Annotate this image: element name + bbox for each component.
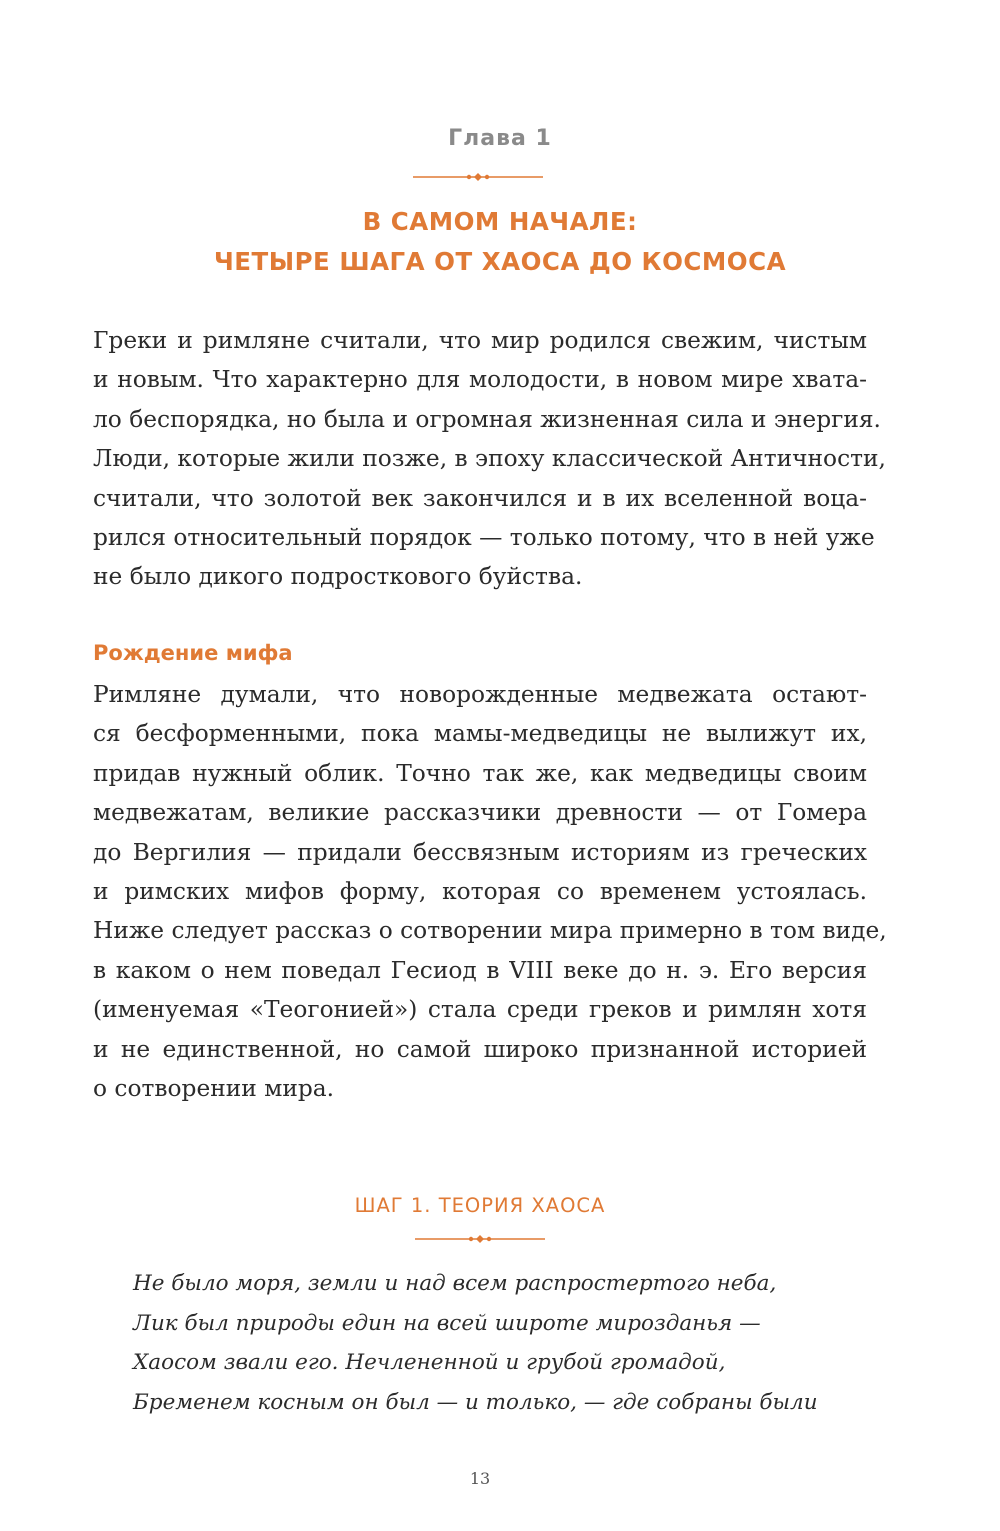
chapter-label: Глава 1 [448, 126, 552, 151]
section-line: в каком о нем поведал Гесиод в VIII веке до н. э. Его версия [93, 956, 867, 984]
poem-line: Не было моря, земли и над всем распростертого неба, [133, 1271, 777, 1296]
section-line: (именуемая «Теогонией») стала среди греков и римлян хотя [93, 996, 867, 1024]
step-heading: ШАГ 1. ТЕОРИЯ ХАОСА [354, 1194, 606, 1217]
intro-line: рился относительный порядок — только потому, что в ней уже [93, 523, 875, 551]
section-line: и римских мифов форму, которая со временем устоялась. [93, 877, 867, 905]
intro-line: не было дикого подросткового буйства. [93, 563, 583, 591]
poem-line: Хаосом звали его. Нечлененной и грубой громадой, [133, 1350, 726, 1376]
intro-paragraph [93, 321, 886, 597]
chapter-title-line-2: ЧЕТЫРЕ ШАГА ОТ ХАОСА ДО КОСМОСА [213, 247, 787, 276]
section-line: придав нужный облик. Точно так же, как медведицы своим [93, 759, 867, 787]
section-line: о сотворении мира. [93, 1074, 335, 1102]
intro-line: и новым. Что характерно для молодости, в новом мире хвата- [93, 366, 867, 394]
section-line: до Вергилия — придали бессвязным историям из греческих [93, 838, 867, 866]
intro-line: ло беспорядка, но была и огромная жизненная сила и энергия. [93, 405, 881, 433]
intro-line: Люди, которые жили позже, в эпоху классической Античности, [93, 445, 886, 473]
section-heading: Рождение мифа [93, 641, 293, 665]
section-line: Римляне думали, что новорожденные медвежата остают- [93, 681, 867, 708]
chapter-title-line-1: В САМОМ НАЧАЛЕ: [362, 207, 638, 236]
page-number: 13 [469, 1469, 491, 1488]
chapter-title [0, 202, 1000, 282]
section-paragraph [93, 675, 887, 1108]
section-line: и не единственной, но самой широко признанной историей [93, 1035, 867, 1063]
section-line: Ниже следует рассказ о сотворении мира примерно в том виде, [93, 917, 887, 945]
ornament-divider-step [415, 1233, 545, 1245]
poem-excerpt [133, 1264, 818, 1423]
poem-line: Бременем косным он был — и только, — где собраны были [133, 1390, 818, 1416]
poem-line: Лик был природы един на всей широте мирозданья — [133, 1310, 761, 1336]
ornament-divider-chapter [413, 171, 543, 183]
intro-line: считали, что золотой век закончился и в их вселенной воца- [93, 484, 867, 512]
section-line: ся бесформенными, пока мамы-медведицы не вылижут их, [93, 720, 867, 748]
intro-line: Греки и римляне считали, что мир родился свежим, чистым [93, 327, 867, 354]
section-line: медвежатам, великие рассказчики древности — от Гомера [93, 799, 867, 827]
